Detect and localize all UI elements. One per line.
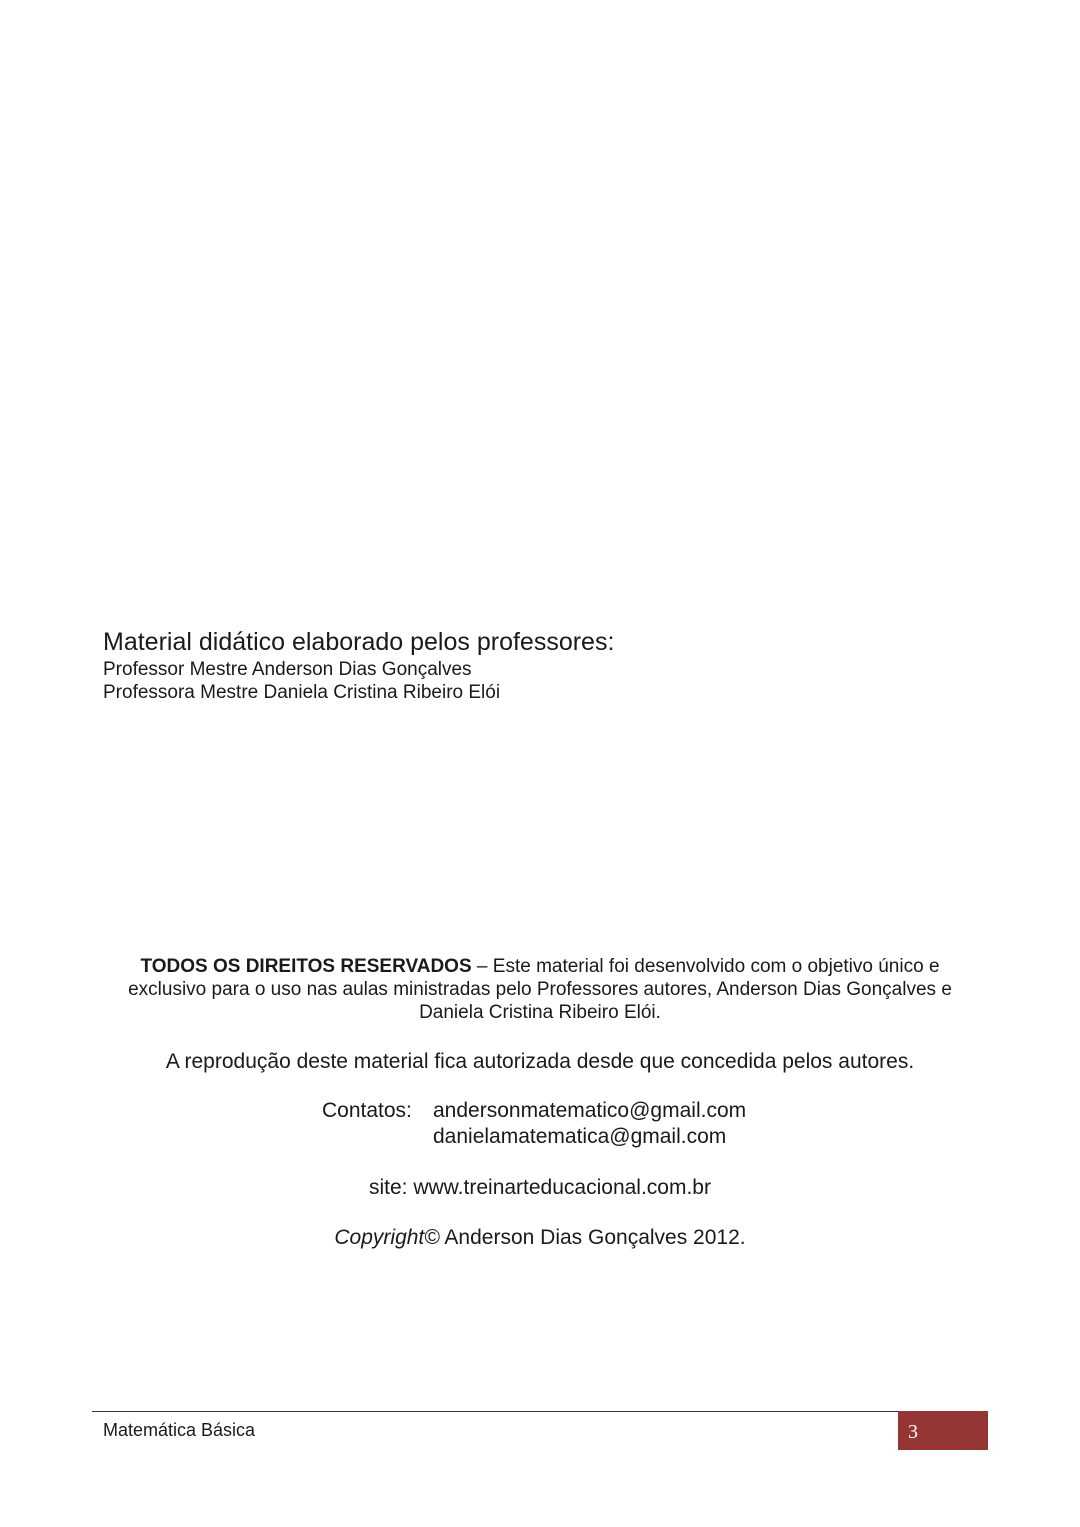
authors-heading: Material didático elaborado pelos professores: [103, 628, 615, 656]
contact-email: andersonmatematico@gmail.com [433, 1099, 747, 1122]
author-line: Professora Mestre Daniela Cristina Ribeiro Elói [103, 682, 501, 703]
rights-lead: TODOS OS DIREITOS RESERVADOS [140, 956, 472, 977]
rights-notice [100, 955, 980, 1024]
page-number-box [898, 1411, 988, 1450]
footer-divider [92, 1411, 898, 1412]
author-line: Professor Mestre Anderson Dias Gonçalves [103, 659, 472, 680]
contacts-block [322, 1098, 746, 1150]
footer-title: Matemática Básica [103, 1420, 256, 1440]
copyright-text: Anderson Dias Gonçalves 2012. [439, 1226, 746, 1249]
contacts-label: Contatos: [322, 1099, 412, 1122]
contact-email: danielamatematica@gmail.com [433, 1125, 727, 1148]
copyright-line [0, 1224, 1080, 1252]
reproduction-notice: A reprodução deste material fica autorizada desde que concedida pelos autores. [165, 1050, 915, 1073]
authors-block [103, 626, 803, 704]
copyright-mark: Copyright© [334, 1226, 440, 1249]
site-line: site: www.treinarteducacional.com.br [369, 1176, 711, 1199]
page-number: 3 [908, 1421, 918, 1443]
rights-text: – Este material foi desenvolvido com o objetivo único e exclusivo para o uso nas aulas ministradas pelo Professores autores, Anderson Dias Gonçalves e Daniela Cristina Ribeiro Elói. [128, 956, 952, 1023]
